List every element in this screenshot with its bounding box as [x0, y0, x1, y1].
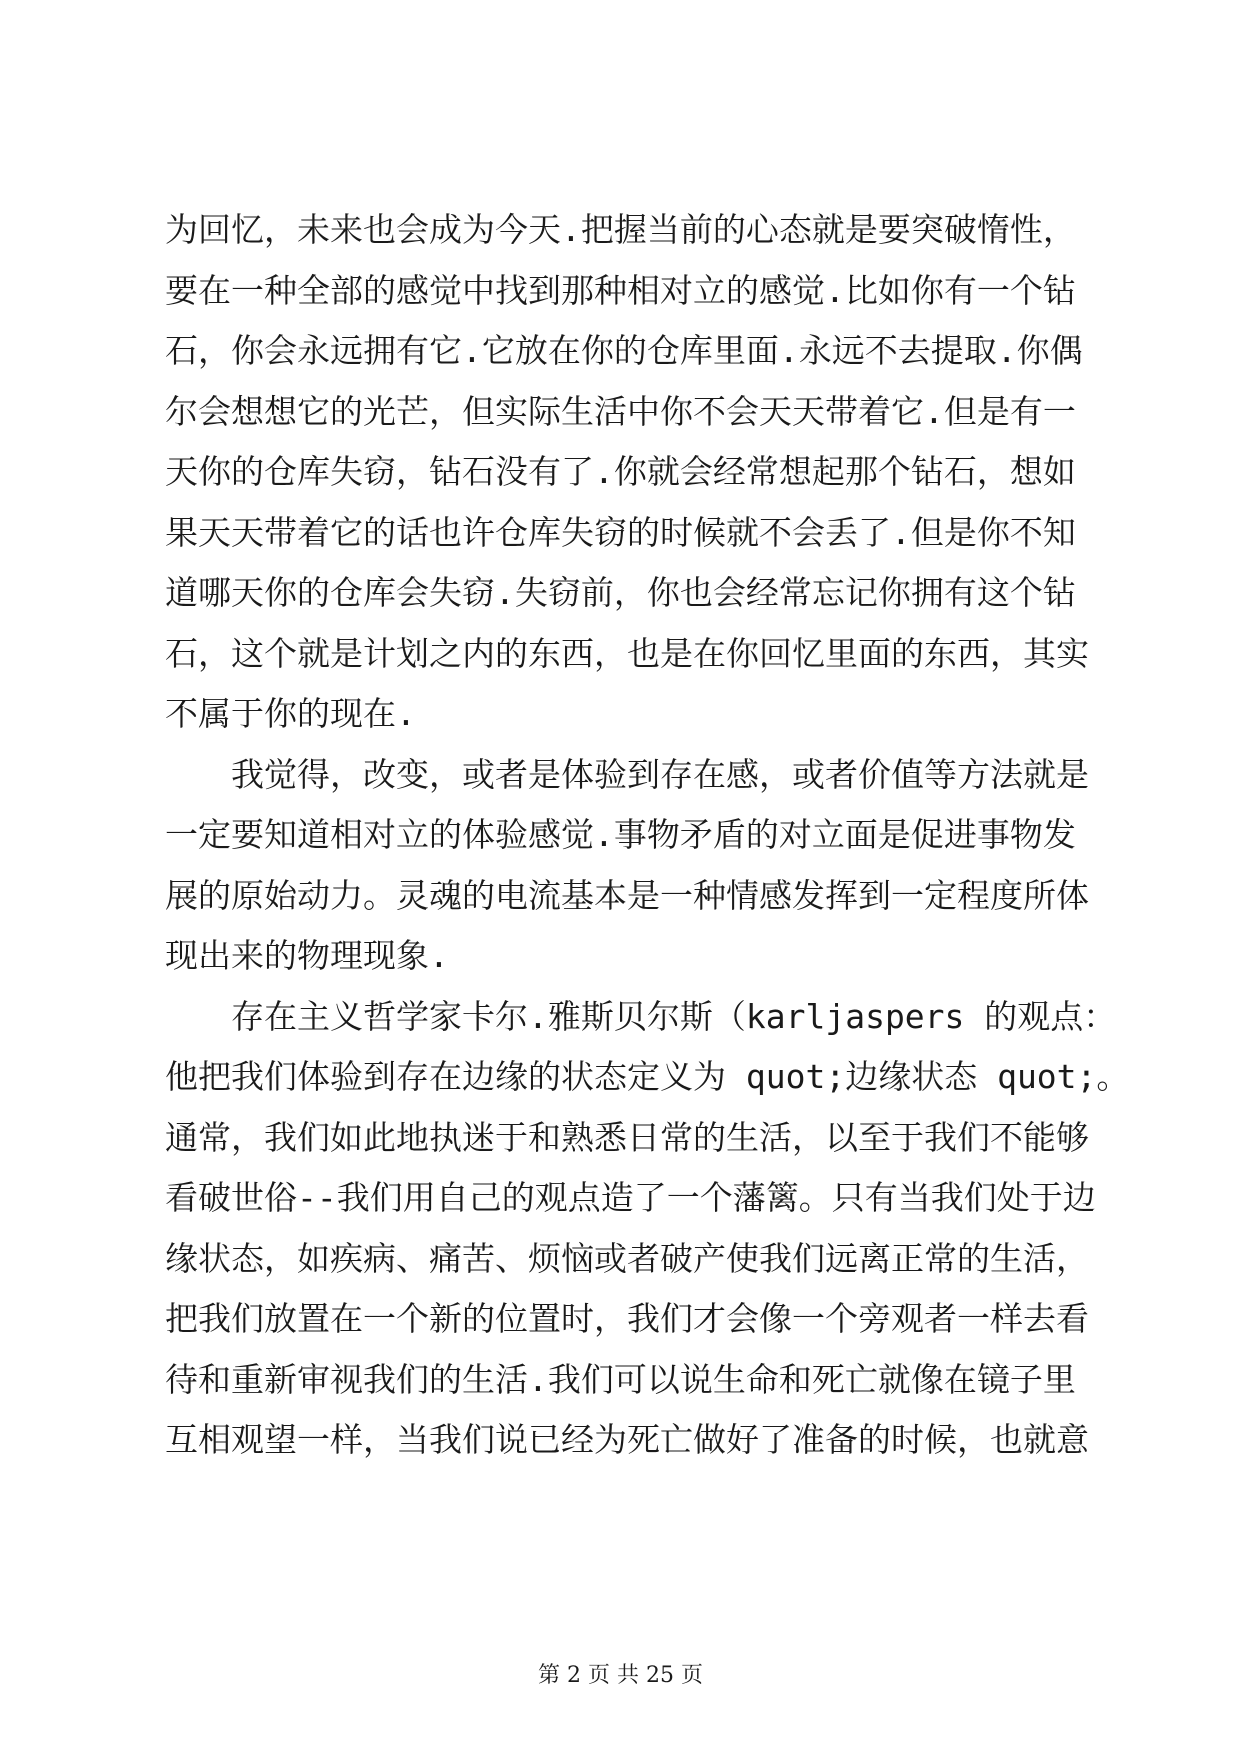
text-line: 要在一种全部的感觉中找到那种相对立的感觉.比如你有一个钻 — [165, 270, 1076, 310]
text-line: 天你的仓库失窃，钻石没有了.你就会经常想起那个钻石，想如 — [165, 452, 1076, 491]
paragraph — [165, 745, 1089, 987]
text-line: 果天天带着它的话也许仓库失窃的时候就不会丢了.但是你不知 — [165, 512, 1076, 552]
page-number-label: 第 2 页 共 25 页 — [538, 1663, 703, 1688]
body-text — [165, 200, 1130, 1471]
page-footer — [0, 1658, 1241, 1689]
text-line: 尔会想想它的光芒，但实际生活中你不会天天带着它.但是有一 — [165, 391, 1076, 431]
text-line: 把我们放置在一个新的位置时，我们才会像一个旁观者一样去看 — [165, 1299, 1089, 1338]
text-line: 互相观望一样，当我们说已经为死亡做好了准备的时候，也就意 — [165, 1420, 1089, 1459]
text-line: 通常，我们如此地执迷于和熟悉日常的生活，以至于我们不能够 — [165, 1117, 1089, 1157]
paragraph — [165, 987, 1130, 1471]
text-line: 存在主义哲学家卡尔.雅斯贝尔斯（karljaspers 的观点： — [231, 996, 1117, 1036]
paragraph — [165, 200, 1089, 745]
text-line: 待和重新审视我们的生活.我们可以说生命和死亡就像在镜子里 — [165, 1359, 1076, 1399]
text-line: 现出来的物理现象. — [165, 936, 449, 975]
text-line: 一定要知道相对立的体验感觉.事物矛盾的对立面是促进事物发 — [165, 815, 1076, 854]
text-line: 他把我们体验到存在边缘的状态定义为 quot;边缘状态 quot;。 — [165, 1057, 1130, 1096]
text-line: 我觉得，改变，或者是体验到存在感，或者价值等方法就是 — [231, 754, 1089, 794]
text-line: 不属于你的现在. — [165, 694, 416, 733]
text-line: 缘状态，如疾病、痛苦、烦恼或者破产使我们远离正常的生活， — [165, 1238, 1089, 1278]
text-line: 看破世俗--我们用自己的观点造了一个藩篱。只有当我们处于边 — [165, 1178, 1096, 1217]
text-line: 石，这个就是计划之内的东西，也是在你回忆里面的东西，其实 — [165, 633, 1089, 673]
text-line: 石，你会永远拥有它.它放在你的仓库里面.永远不去提取.你偶 — [165, 331, 1083, 370]
text-line: 为回忆，未来也会成为今天.把握当前的心态就是要突破惰性， — [165, 210, 1076, 249]
text-line: 道哪天你的仓库会失窃.失窃前，你也会经常忘记你拥有这个钻 — [165, 573, 1076, 612]
text-line: 展的原始动力。灵魂的电流基本是一种情感发挥到一定程度所体 — [165, 875, 1089, 915]
